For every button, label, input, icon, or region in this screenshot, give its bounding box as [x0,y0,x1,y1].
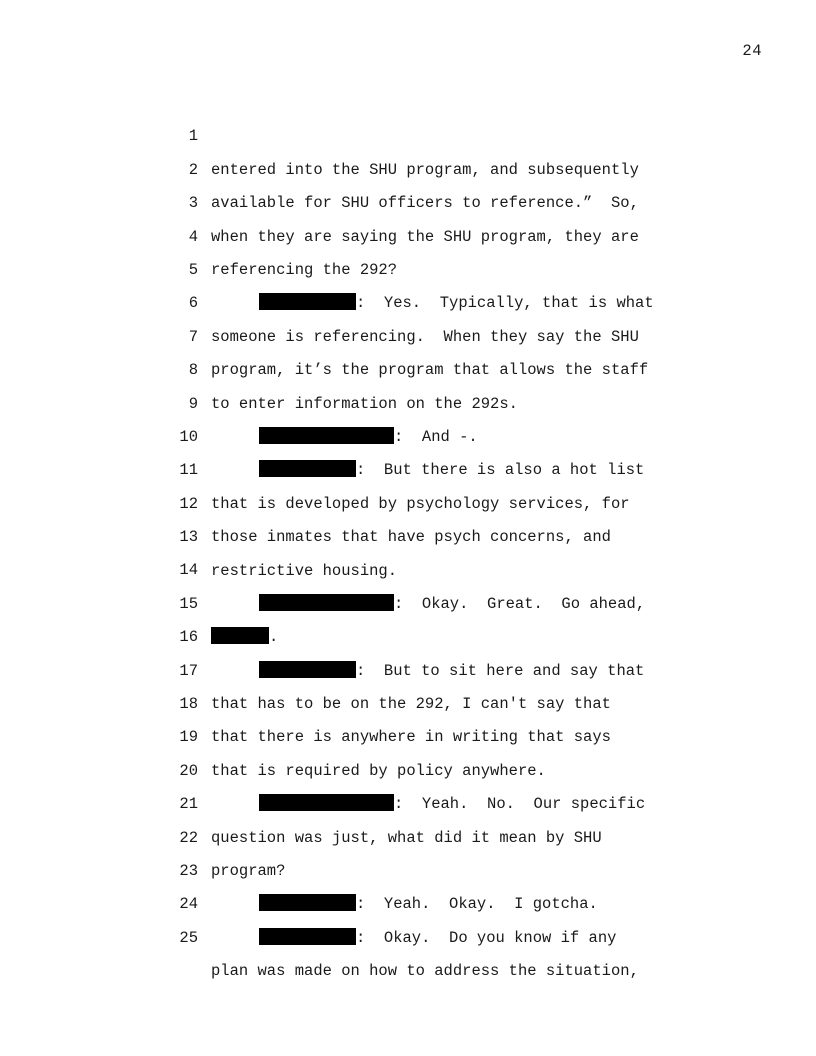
line-number: 10 [179,427,198,446]
line-number: 21 [179,795,198,814]
transcript-body [0,87,816,981]
line-number: 2 [188,160,198,179]
line-number: 19 [179,728,198,747]
line-number: 15 [179,594,198,613]
line-number: 8 [188,361,198,380]
line-number: 5 [188,260,198,279]
line-text: program? [211,862,286,881]
line-text: program, it’s the program that allows the staff [211,361,649,380]
line-text: those inmates that have psych concerns, and [211,528,611,547]
line-number: 23 [179,862,198,880]
line-text: : Okay. Great. Go ahead, [394,594,646,613]
line-number: 4 [188,227,198,246]
transcript-line [0,87,816,179]
line-text: to enter information on the 292s. [211,394,518,413]
line-text: plan was made on how to address the situation, [211,962,639,981]
line-number: 22 [179,828,198,847]
line-text: referencing the 292? [211,260,398,279]
line-text: that is required by policy anywhere. [211,761,546,780]
line-text: when they are saying the SHU program, they are [211,227,639,246]
line-number: 1 [188,127,198,146]
line-number: 12 [179,494,198,513]
line-number: 11 [179,461,198,480]
line-text: that there is anywhere in writing that says [211,728,611,747]
line-number: 20 [179,761,198,780]
line-text: someone is referencing. When they say the SHU [211,327,639,346]
line-text: entered into the SHU program, and subsequently [211,160,639,179]
line-text: that is developed by psychology services, for [211,494,630,513]
line-number: 18 [179,695,198,714]
line-number: 13 [179,528,198,547]
line-number: 25 [179,928,198,947]
line-text: available for SHU officers to reference.” So, [211,194,639,213]
line-number: 3 [188,194,198,213]
redaction-bar [259,928,356,945]
line-number: 9 [188,394,198,413]
line-text: that has to be on the 292, I can't say that [211,695,611,714]
line-number: 14 [179,561,198,580]
line-number: 16 [179,628,198,647]
line-text: : Okay. Do you know if any [356,928,617,947]
speaker-line [259,922,616,955]
line-number: 24 [179,895,198,914]
line-text: : Yes. Typically, that is what [356,294,654,313]
line-text: : Yeah. Okay. I gotcha. [356,895,598,914]
line-number: 6 [188,294,198,313]
line-text: : But to sit here and say that [356,661,645,680]
line-text: . [269,628,279,647]
line-number: 7 [188,327,198,346]
line-text: : And -. [394,427,478,446]
line-number: 17 [179,661,198,680]
line-text: restrictive housing. [211,561,398,580]
page-number: 24 [742,42,762,60]
line-text: : Yeah. No. Our specific [394,795,646,814]
line-text: question was just, what did it mean by SHU [211,828,602,847]
line-text: : But there is also a hot list [356,461,645,480]
